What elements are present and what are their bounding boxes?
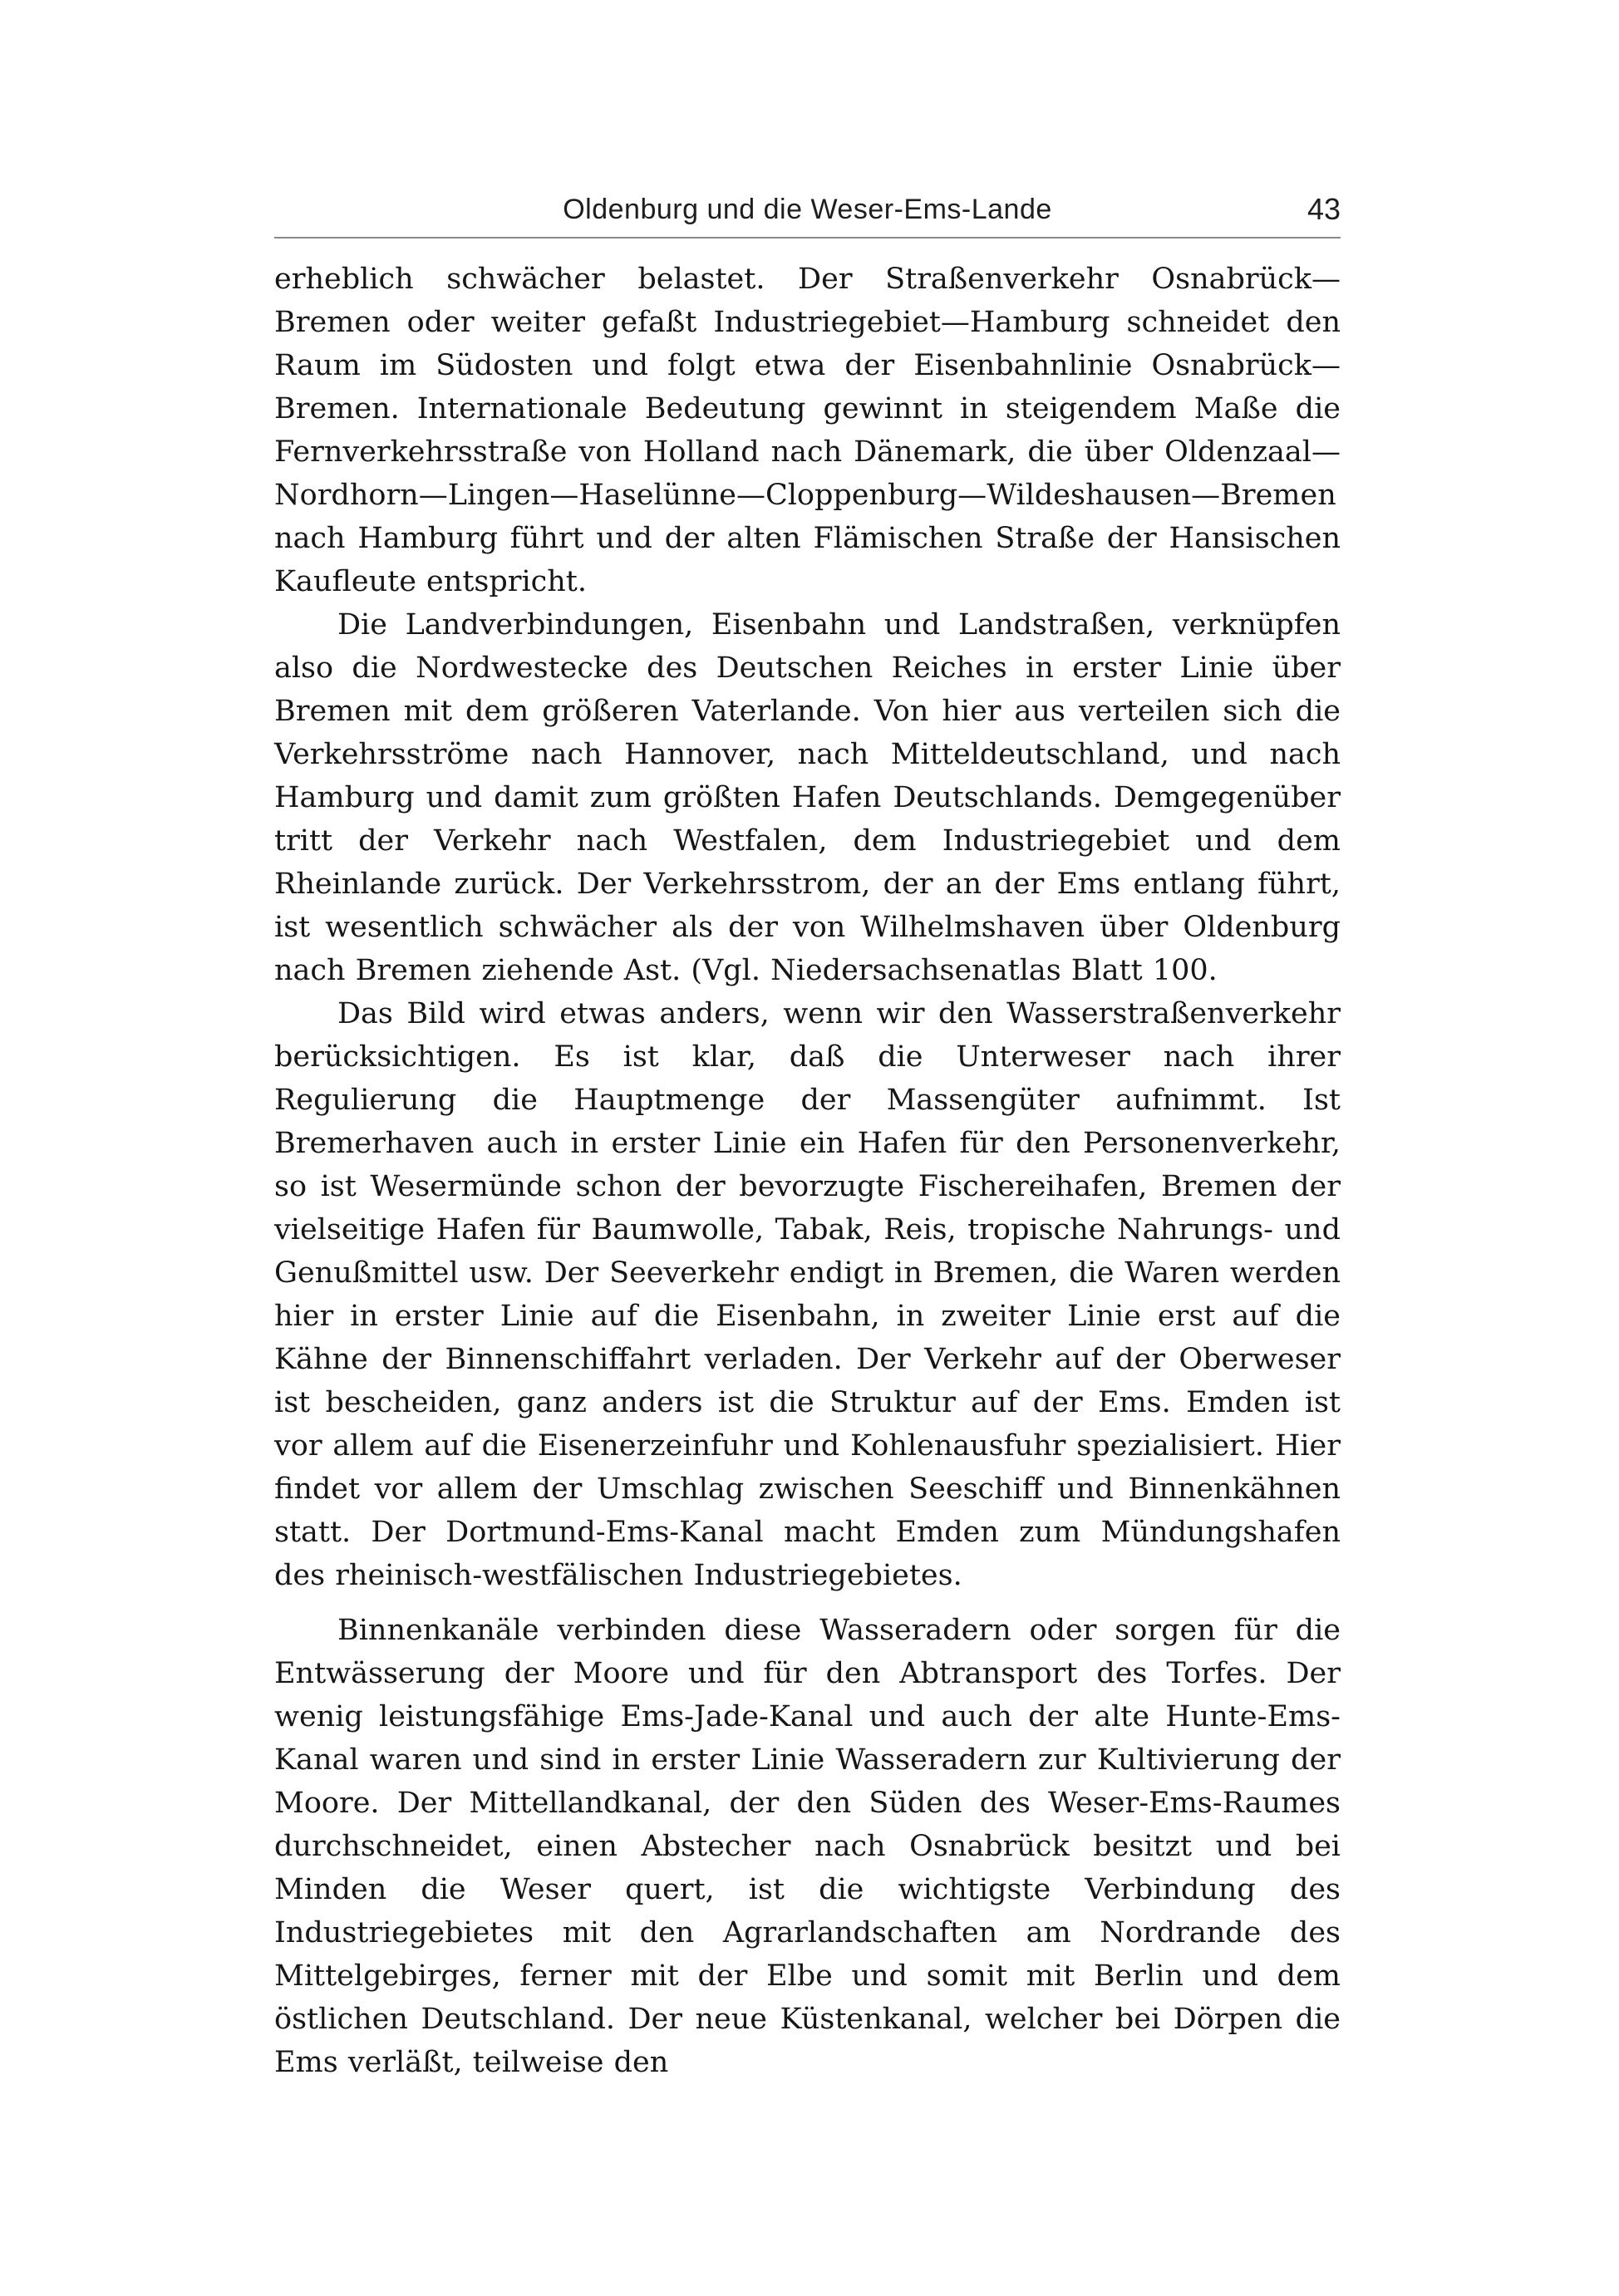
page-header: [274, 184, 1341, 234]
running-title: Oldenburg und die Weser-Ems-Lande: [563, 194, 1052, 225]
header-rule: [274, 237, 1341, 238]
paragraph: Das Bild wird etwas anders, wenn wir den Wasserstraßenverkehr berücksichtigen. Es ist klar, daß die Unterweser nach ihrer Regulierung die Hauptmenge der Massengüter aufnimmt. Ist Bremerhaven auch in erster Linie ein Hafen für den Personenverkehr, so ist Wesermünde schon der bevorzugte Fischereihafen, Bremen der vielseitige Hafen für Baumwolle, Tabak, Reis, tropische Nahrungs- und Genußmittel usw. Der Seeverkehr endigt in Bremen, die Waren werden hier in erster Linie auf die Eisenbahn, in zweiter Linie erst auf die Kähne der Binnenschiffahrt verladen. Der Verkehr auf der Oberweser ist bescheiden, ganz anders ist die Struktur auf der Ems. Emden ist vor allem auf die Eisenerzeinfuhr und Kohlenausfuhr spezialisiert. Hier findet vor allem der Umschlag zwischen Seeschiff und Binnenkähnen statt. Der Dortmund-Ems-Kanal macht Emden zum Mündungshafen des rheinisch-westfälischen Industriegebietes.: [274, 997, 1341, 1592]
body-text: [274, 258, 1341, 2084]
paragraph: Binnenkanäle verbinden diese Wasseradern oder sorgen für die Entwässerung der Moore und für den Abtransport des Torfes. Der wenig leistungsfähige Ems-Jade-Kanal und auch der alte Hunte-Ems-Kanal waren und sind in erster Linie Wasseradern zur Kultivierung der Moore. Der Mittellandkanal, der den Süden des Weser-Ems-Raumes durchschneidet, einen Abstecher nach Osnabrück besitzt und bei Minden die Weser quert, ist die wichtigste Verbindung des Industriegebietes mit den Agrarlandschaften am Nordrande des Mittelgebirges, ferner mit der Elbe und somit mit Berlin und dem östlichen Deutschland. Der neue Küstenkanal, welcher bei Dörpen die Ems verläßt, teilweise den: [274, 1614, 1341, 2079]
paragraph-continued: erheblich schwächer belastet. Der Straßenverkehr Osnabrück—Bremen oder weiter gefaßt Industriegebiet—Hamburg schneidet den Raum im Südosten und folgt etwa der Eisenbahnlinie Osnabrück—Bremen. Internationale Bedeutung gewinnt in steigendem Maße die Fernverkehrsstraße von Holland nach Dänemark, die über Oldenzaal—Nordhorn—Lingen—Haselünne—Cloppenburg—Wildeshausen—Bremen nach Hamburg führt und der alten Flämischen Straße der Hansischen Kaufleute entspricht.: [274, 263, 1341, 598]
paragraph: Die Landverbindungen, Eisenbahn und Landstraßen, verknüpfen also die Nordwestecke des Deutschen Reiches in erster Linie über Bremen mit dem größeren Vaterlande. Von hier aus verteilen sich die Verkehrsströme nach Hannover, nach Mitteldeutschland, und nach Hamburg und damit zum größten Hafen Deutschlands. Demgegenüber tritt der Verkehr nach Westfalen, dem Industriegebiet und dem Rheinlande zurück. Der Verkehrsstrom, der an der Ems entlang führt, ist wesentlich schwächer als der von Wilhelmshaven über Oldenburg nach Bremen ziehende Ast. (Vgl. Niedersachsenatlas Blatt 100.: [274, 608, 1341, 987]
page-number: 43: [1307, 192, 1341, 226]
